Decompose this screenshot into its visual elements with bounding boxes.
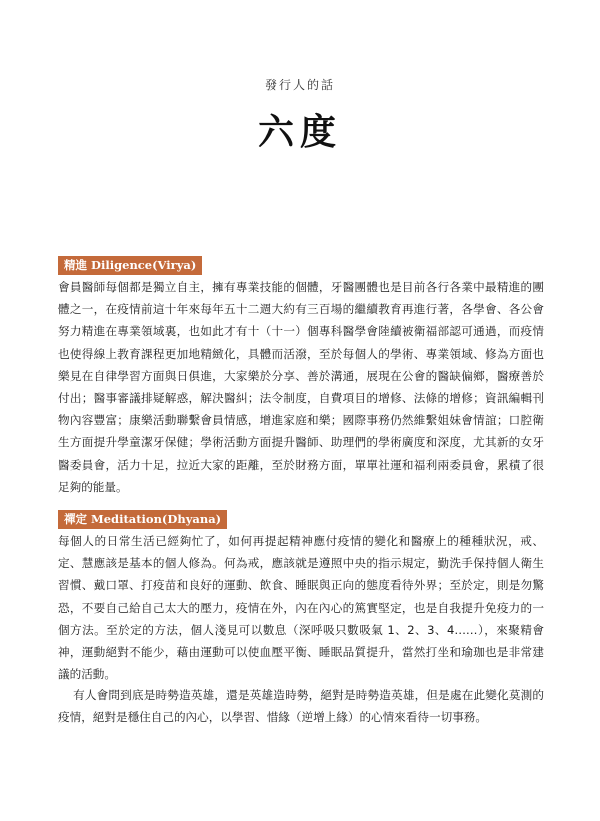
section-label-meditation: 禪定 Meditation(Dhyana) [58,510,227,529]
paragraph-diligence: 會員醫師每個都是獨立自主，擁有專業技能的個體，牙醫團體也是目前各行各業中最精進的團體之一，在疫情前這十年來每年五十二週大約有三百場的繼續教育再進行著，各學會、各公會努力精進在專業領域裏，也如此才有十（十一）個專科醫學會陸續被衛福部認可通過，而疫情也使得線上教育課程更加地精緻化，具體而活潑，至於每個人的學術、專業領域、修為方面也樂見在自律學習方面與日俱進，大家樂於分享、善於溝通，展現在公會的醫缺偏鄉，醫療善於付出；醫事審議排疑解惑，解決醫糾；法令制度，自費項目的增修、法條的增修；資訊編輯刊物內容豐富；康樂活動聯繫會員情感，增進家庭和樂；國際事務仍然維繫姐妹會情誼；口腔衛生方面提升學童潔牙保健；學術活動方面提升醫師、助理們的學術廣度和深度，尤其新的女牙醫委員會，活力十足，拉近大家的距離，至於財務方面，單單社運和福利兩委員會，累積了很足夠的能量。 [58,280,544,494]
column-kicker: 發行人的話 [264,78,335,92]
paragraph-conclusion: 有人會問到底是時勢造英雄，還是英雄造時勢，絕對是時勢造英雄，但是處在此變化莫測的疫情，絕對是穩住自己的內心，以學習、惜緣（逆增上緣）的心情來看待一切事務。 [58,688,544,725]
paragraph-meditation: 每個人的日常生活已經夠忙了，如何再提起精神應付疫情的變化和醫療上的種種狀況，戒、定、慧應該是基本的個人修為。何為戒，應該就是遵照中央的指示規定，勤洗手保持個人衛生習慣、戴口罩、打疫苗和良好的運動、飲食、睡眠與正向的態度看待外界；至於定，則是勿驚恐，不要自己給自己太大的壓力，疫情在外，內在內心的篤實堅定，也是自我提升免疫力的一個方法。至於定的方法，個人淺見可以數息（深呼吸只數吸氣 1、2、3、4……），來聚精會神，運動絕對不能少，藉由運動可以使血壓平衡、睡眠品質提升，當然打坐和瑜珈也是非常建議的活動。 [58,534,544,682]
section-label-diligence: 精進 Diligence(Virya) [58,256,202,275]
page-title: 六度 [257,111,342,153]
